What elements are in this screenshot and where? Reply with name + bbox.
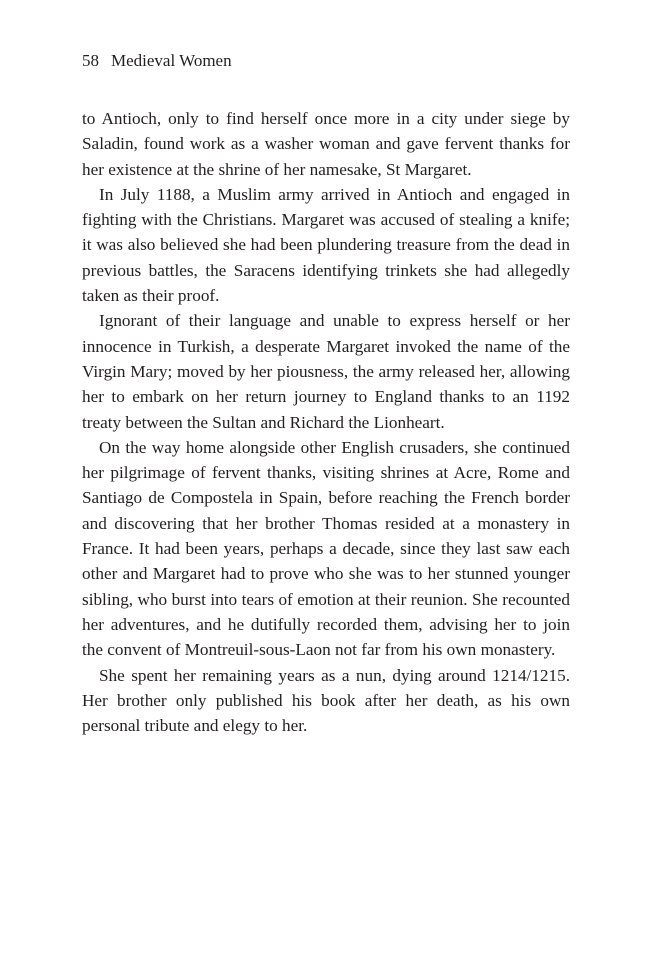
body-text <box>82 106 570 738</box>
running-title: Medieval Women <box>111 51 232 70</box>
running-header <box>82 50 232 72</box>
paragraph-way-home: On the way home alongside other English crusaders, she continued her pilgrimage of fervent thanks, visiting shrines at Acre, Rome and Santiago de Compostela in Spain, before reaching the French border and discovering that her brother Thomas resided at a monastery in France. It had been years, perhaps a decade, since they last saw each other and Margaret had to prove who she was to her stunned younger sibling, who burst into tears of emotion at their reunion. She recounted her adventures, and he dutifully recorded them, advising her to join the convent of Montreuil-sous-Laon not far from his own monastery. <box>82 437 570 660</box>
paragraph-muslim-army: In July 1188, a Muslim army arrived in Antioch and engaged in fighting with the Christians. Margaret was accused of stealing a knife; it was also believed she had been plundering treasure from the dead in previous battles, the Saracens identifying trinkets she had allegedly taken as their proof. <box>82 184 570 306</box>
paragraph-remaining-years: She spent her remaining years as a nun, dying around 1214/1215. Her brother only published his book after her death, as his own personal tribute and elegy to her. <box>82 665 570 736</box>
page-number: 58 <box>82 51 99 70</box>
paragraph-virgin-mary: Ignorant of their language and unable to express herself or her innocence in Turkish, a desperate Margaret invoked the name of the Virgin Mary; moved by her piousness, the army released her, allowing her to embark on her return journey to England thanks to an 1192 treaty between the Sultan and Richard the Lionheart. <box>82 311 570 432</box>
paragraph-continuation: to Antioch, only to find herself once more in a city under siege by Saladin, found work as a washer woman and gave fervent thanks for her existence at the shrine of her namesake, St Margaret. <box>82 109 570 179</box>
